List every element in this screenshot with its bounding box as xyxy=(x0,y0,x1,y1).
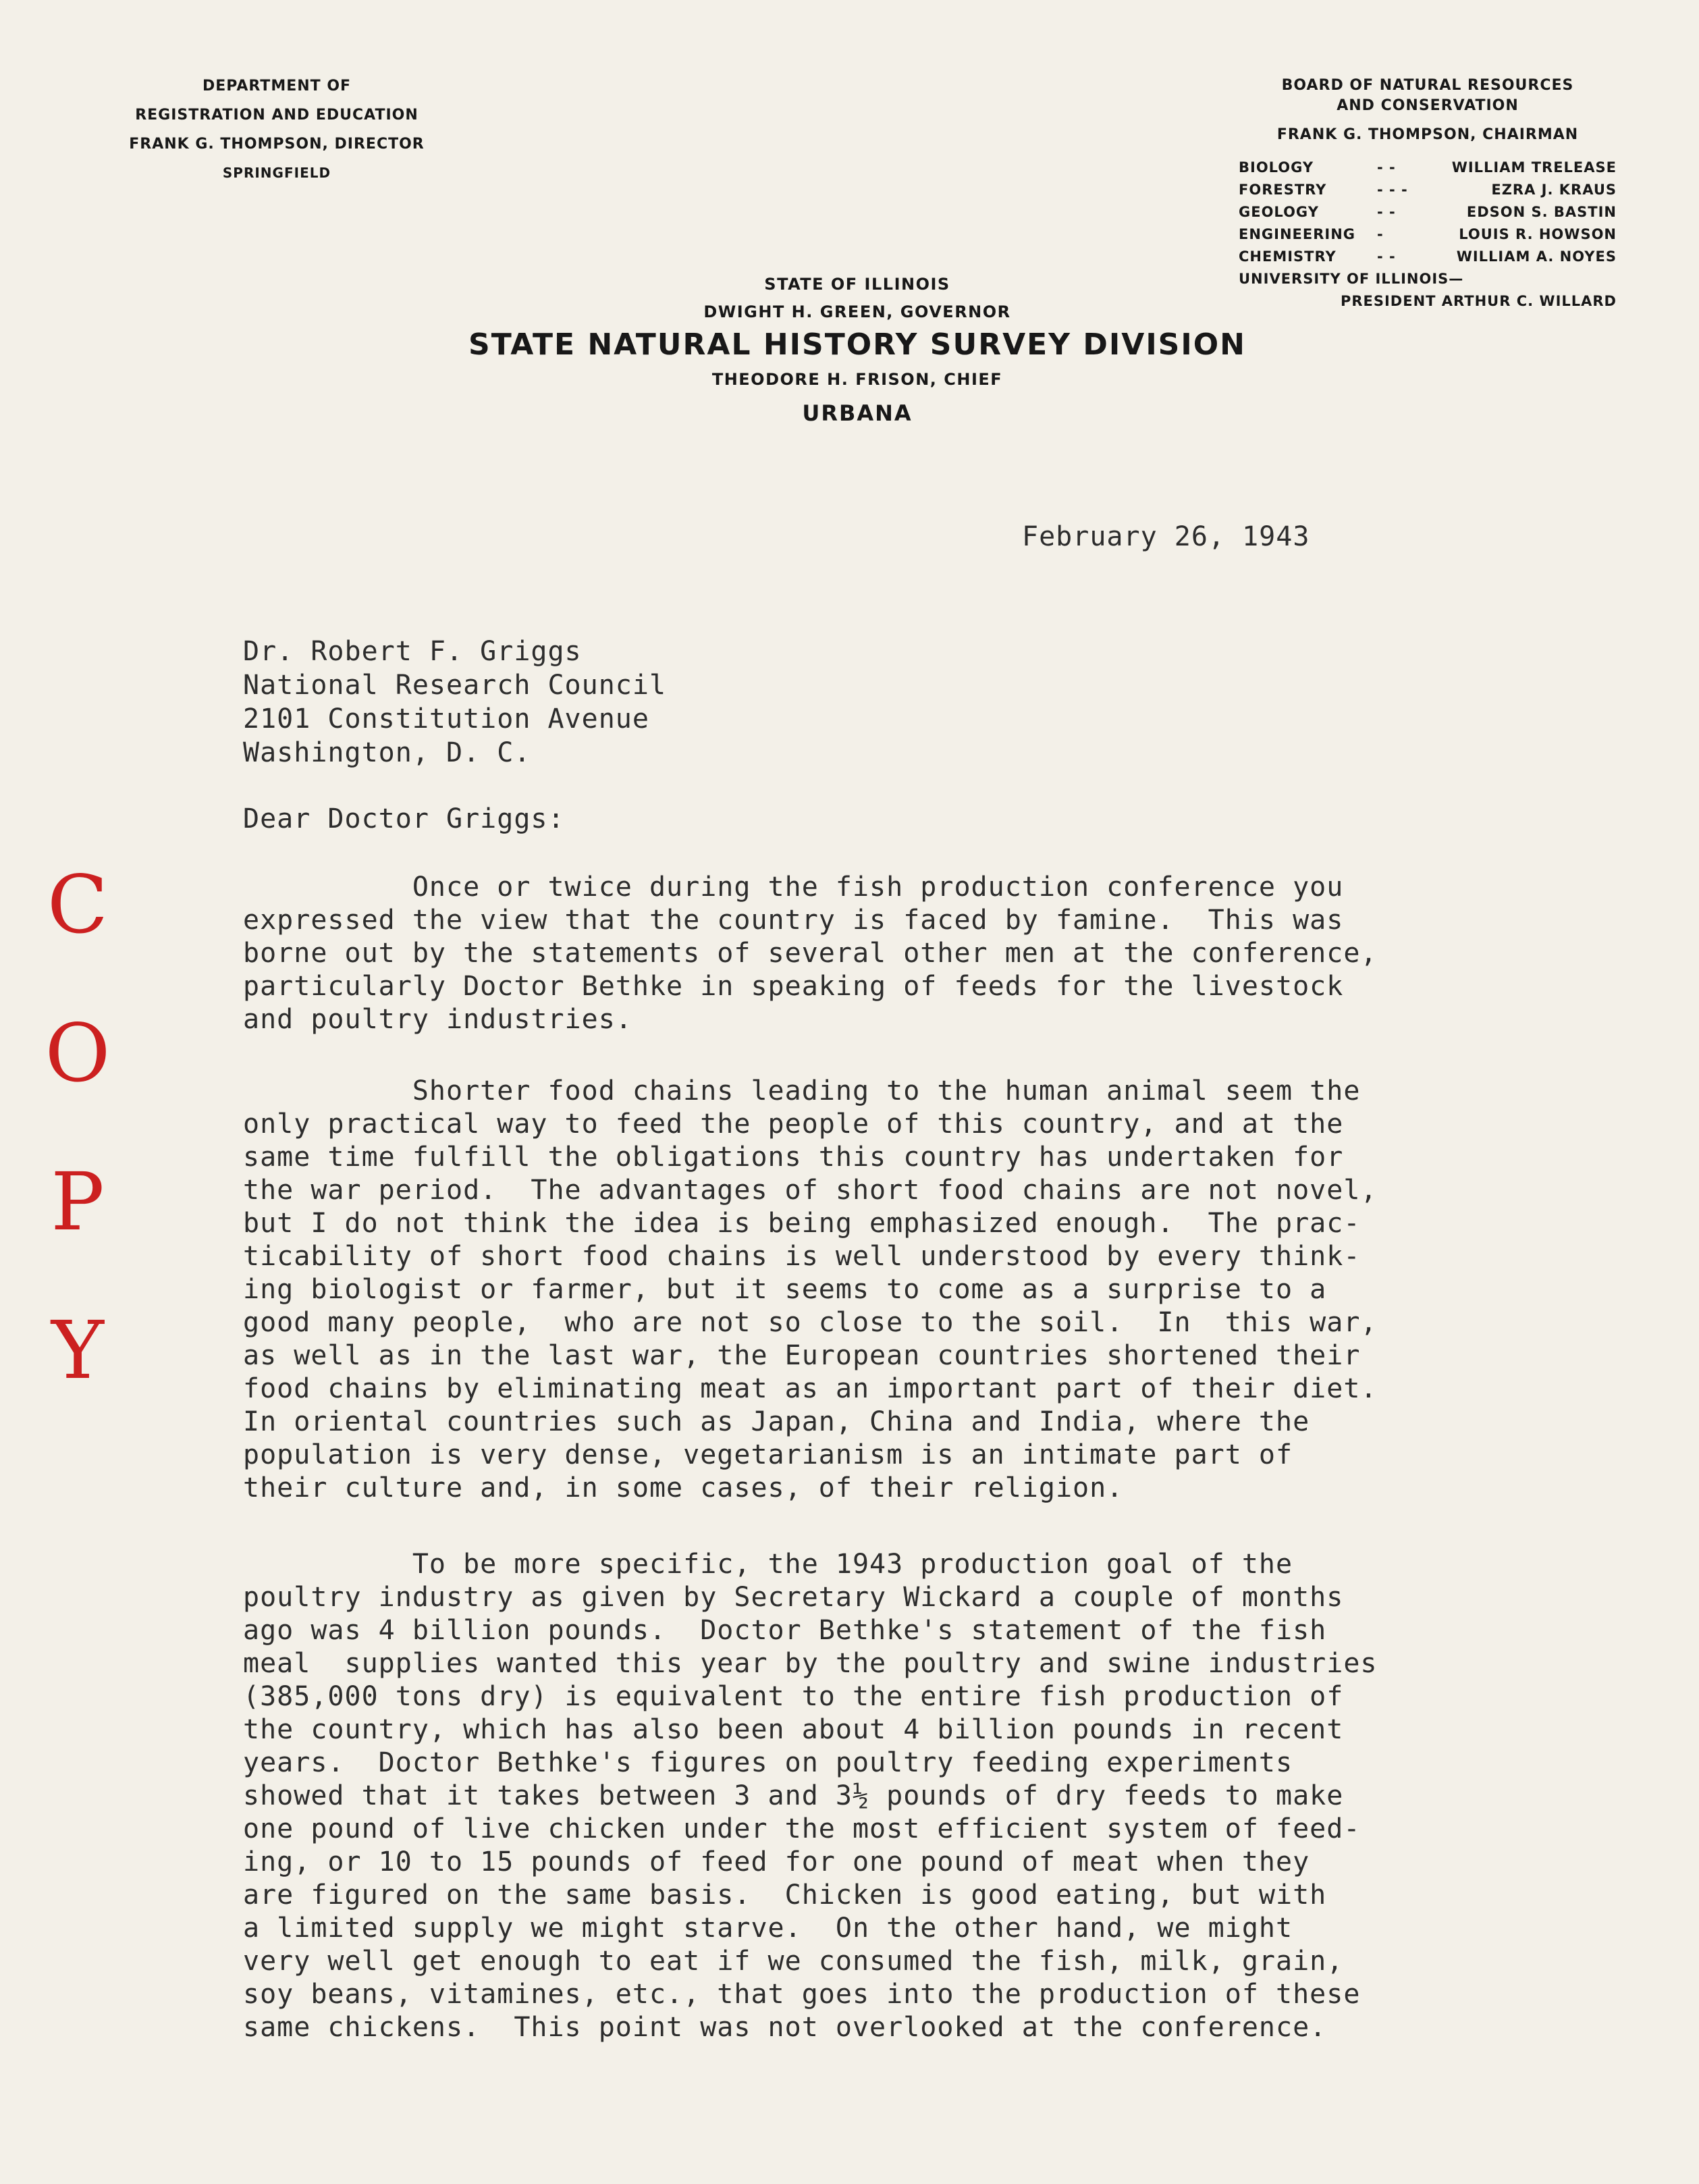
board-line-2: AND CONSERVATION xyxy=(1337,97,1519,114)
text-line: are figured on the same basis. Chicken is good eating, but with xyxy=(243,1880,1327,1911)
text-line: population is very dense, vegetarianism is an intimate part of xyxy=(243,1439,1293,1470)
board-dash: - - xyxy=(1377,248,1396,265)
board-member-name: WILLIAM TRELEASE xyxy=(1451,159,1617,176)
text-line: In oriental countries such as Japan, China and India, where the xyxy=(243,1406,1310,1437)
text-line: good many people, who are not so close to the soil. In this war, xyxy=(243,1307,1378,1338)
text-line: soy beans, vitamines, etc., that goes into the production of these xyxy=(243,1979,1361,2010)
text-line: the war period. The advantages of short food chains are not novel, xyxy=(243,1175,1378,1206)
text-line: expressed the view that the country is faced by famine. This was xyxy=(243,905,1344,936)
text-line: years. Doctor Bethke's figures on poultry feeding experiments xyxy=(243,1747,1293,1778)
text-line: borne out by the statements of several other men at the conference, xyxy=(243,938,1378,969)
board-line: BOARD OF NATURAL RESOURCES xyxy=(1281,77,1574,94)
board-member-name: EDSON S. BASTIN xyxy=(1466,204,1617,220)
text-line: ing, or 10 to 15 pounds of feed for one pound of meat when they xyxy=(243,1846,1310,1877)
state-line: STATE OF ILLINOIS xyxy=(764,275,950,294)
urbana-line: URBANA xyxy=(802,400,913,426)
copy-stamp-letter: C xyxy=(47,858,109,951)
text-line: the country, which has also been about 4 billion pounds in recent xyxy=(243,1714,1344,1745)
board-dash: - - xyxy=(1377,204,1396,220)
paragraph-1 xyxy=(243,871,1378,1036)
department-name: REGISTRATION AND EDUCATION xyxy=(135,107,419,124)
text-line: same chickens. This point was not overlooked at the conference. xyxy=(243,2012,1327,2043)
text-line: but I do not think the idea is being emphasized enough. The prac- xyxy=(243,1208,1361,1239)
text-line: particularly Doctor Bethke in speaking of feeds for the livestock xyxy=(243,971,1344,1002)
board-member-row xyxy=(1239,223,1617,246)
text-line: To be more specific, the 1943 production goal of the xyxy=(243,1549,1293,1580)
board-member-row xyxy=(1239,201,1617,223)
text-line: their culture and, in some cases, of their religion. xyxy=(243,1472,1124,1503)
board-dash: - - - xyxy=(1377,182,1408,198)
chairman-line: FRANK G. THOMPSON, CHAIRMAN xyxy=(1276,126,1579,143)
board-member-name: LOUIS R. HOWSON xyxy=(1459,226,1617,242)
text-line: a limited supply we might starve. On the other hand, we might xyxy=(243,1913,1293,1944)
board-member-name: WILLIAM A. NOYES xyxy=(1456,248,1617,265)
text-line: ing biologist or farmer, but it seems to come as a surprise to a xyxy=(243,1274,1327,1305)
text-line: ticability of short food chains is well understood by every think- xyxy=(243,1241,1361,1272)
board-member-name: EZRA J. KRAUS xyxy=(1491,182,1617,198)
text-line: as well as in the last war, the European countries shortened their xyxy=(243,1340,1361,1371)
text-line: only practical way to feed the people of this country, and at the xyxy=(243,1109,1344,1140)
text-line: (385,000 tons dry) is equivalent to the entire fish production of xyxy=(243,1681,1344,1712)
division-title: STATE NATURAL HISTORY SURVEY DIVISION xyxy=(468,327,1246,362)
board-dash: - - xyxy=(1377,159,1396,176)
text-line: one pound of live chicken under the most efficient system of feed- xyxy=(243,1813,1361,1844)
copy-stamp xyxy=(37,830,118,1424)
text-line: ago was 4 billion pounds. Doctor Bethke's statement of the fish xyxy=(243,1615,1327,1646)
text-line: food chains by eliminating meat as an important part of their diet. xyxy=(243,1373,1378,1404)
address-line: Dr. Robert F. Griggs xyxy=(243,636,582,667)
text-line: same time fulfill the obligations this country has undertaken for xyxy=(243,1142,1344,1173)
board-field: BIOLOGY xyxy=(1239,159,1314,176)
chief-line: THEODORE H. FRISON, CHIEF xyxy=(711,370,1003,389)
letter-date: February 26, 1943 xyxy=(1022,521,1310,552)
board-member-row xyxy=(1239,246,1617,268)
text-line: meal supplies wanted this year by the poultry and swine industries xyxy=(243,1648,1378,1679)
board-member-row xyxy=(1239,157,1617,179)
address-line: Washington, D. C. xyxy=(243,737,531,768)
board-member-row xyxy=(1239,179,1617,201)
text-line: poultry industry as given by Secretary Wickard a couple of months xyxy=(243,1582,1344,1613)
recipient-address xyxy=(243,635,666,770)
copy-stamp-letter: Y xyxy=(51,1304,104,1397)
board-field: GEOLOGY xyxy=(1239,204,1319,220)
text-line: and poultry industries. xyxy=(243,1004,632,1035)
text-line: Shorter food chains leading to the human animal seem the xyxy=(243,1075,1361,1107)
board-dash: - xyxy=(1377,226,1384,242)
letterhead-center xyxy=(385,269,1330,433)
board-field: ENGINEERING xyxy=(1239,226,1356,242)
text-line: Once or twice during the fish production conference you xyxy=(243,872,1344,903)
board-members xyxy=(1239,157,1617,268)
university-line: UNIVERSITY OF ILLINOIS— xyxy=(1239,271,1464,287)
copy-stamp-letter: O xyxy=(45,1007,111,1100)
salutation: Dear Doctor Griggs: xyxy=(243,803,565,834)
paragraph-2 xyxy=(243,1075,1378,1505)
paragraph-3 xyxy=(243,1548,1378,2044)
letterhead-left xyxy=(95,72,459,188)
board-field: FORESTRY xyxy=(1239,182,1327,198)
president-line: PRESIDENT ARTHUR C. WILLARD xyxy=(1340,293,1617,309)
springfield-line: SPRINGFIELD xyxy=(222,165,331,181)
governor-line: DWIGHT H. GREEN, GOVERNOR xyxy=(703,302,1011,321)
board-field: CHEMISTRY xyxy=(1239,248,1337,265)
copy-stamp-letter: P xyxy=(51,1155,105,1248)
address-line: 2101 Constitution Avenue xyxy=(243,703,649,735)
address-line: National Research Council xyxy=(243,670,667,701)
text-line: showed that it takes between 3 and 3½ pounds of dry feeds to make xyxy=(243,1780,1344,1811)
director-line: FRANK G. THOMPSON, DIRECTOR xyxy=(129,136,425,153)
text-line: very well get enough to eat if we consumed the fish, milk, grain, xyxy=(243,1946,1344,1977)
department-line: DEPARTMENT OF xyxy=(202,78,352,95)
